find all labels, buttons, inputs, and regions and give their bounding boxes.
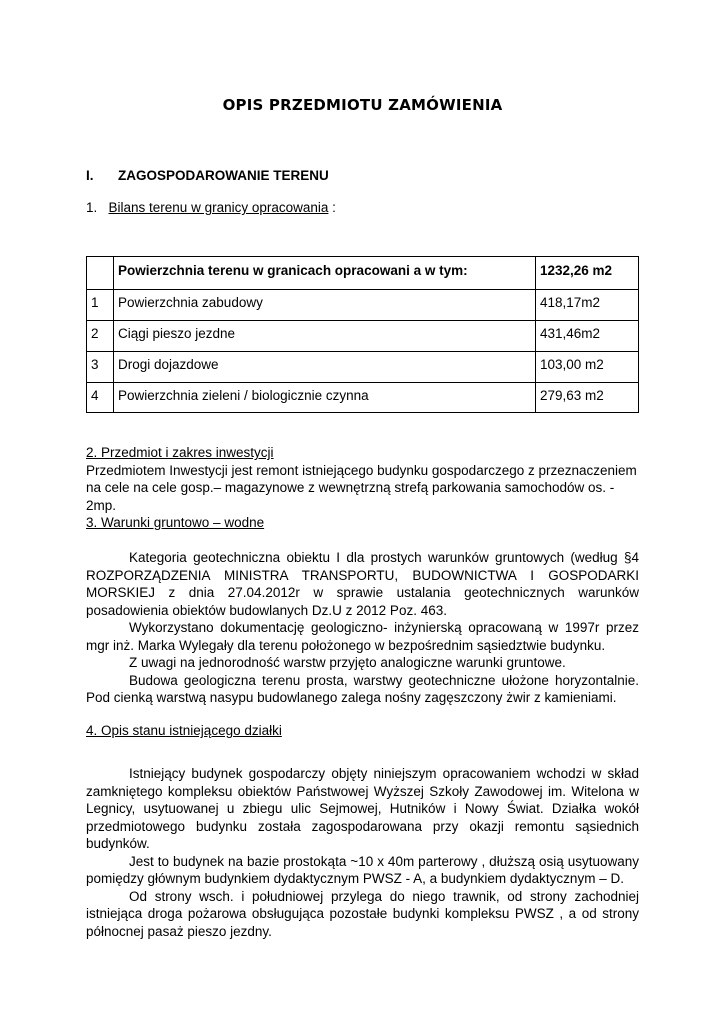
table-cell-number: 3: [87, 352, 114, 383]
table-cell-value: 1232,26 m2: [536, 257, 639, 290]
section-3-heading: 3. Warunki gruntowo – wodne: [86, 515, 265, 530]
table-cell-label: Powierzchnia terenu w granicach opracowani a w tym:: [114, 257, 536, 290]
section-3-paragraph: Z uwagi na jednorodność warstw przyjęto analogiczne warunki gruntowe.: [129, 655, 566, 670]
section-4-heading-wrap: [86, 722, 639, 740]
section-4-body: [86, 765, 639, 940]
section-3-paragraph: Kategoria geotechniczna obiektu I dla prostych warunków gruntowych (według §4 ROZPORZĄDZENIA MINISTRA TRANSPORTU, BUDOWNICTWA I GOSPODARKI MORSKIEJ z dnia 27.04.2012r w sprawie ustalania geotechnicznych warunków posadowienia obiektów budowlanych Dz.U z 2012 Poz. 463.: [86, 550, 639, 618]
table-cell-value: 279,63 m2: [536, 383, 639, 413]
bilans-title: Bilans terenu w granicy opracowania: [108, 200, 329, 215]
table-cell-number: 2: [87, 321, 114, 352]
table-row: [87, 321, 639, 352]
table-cell-label: Drogi dojazdowe: [114, 352, 536, 383]
section-4-heading: 4. Opis stanu istniejącego działki: [86, 723, 282, 738]
table-cell-label: Powierzchnia zieleni / biologicznie czynna: [114, 383, 536, 413]
table-cell-number: 1: [87, 290, 114, 321]
area-table: [86, 256, 639, 413]
table-row: [87, 290, 639, 321]
section-2: [86, 444, 639, 532]
section-3-paragraph: Budowa geologiczna terenu prosta, warstwy geotechniczne ułożone horyzontalnie. Pod cienką warstwą nasypu budowlanego zalega nośny zagęszczony żwir z kamieniami.: [86, 672, 639, 705]
table-cell-label: Ciągi pieszo jezdne: [114, 321, 536, 352]
section-3-paragraph: Wykorzystano dokumentację geologiczno- inżynierską opracowaną w 1997r przez mgr inż. Marka Wylegały dla terenu położonego w bezpośrednim sąsiedztwie budynku.: [86, 620, 639, 653]
bilans-suffix: :: [328, 200, 336, 215]
table-cell-number: [87, 257, 114, 290]
document-title: OPIS PRZEDMIOTU ZAMÓWIENIA: [222, 96, 503, 114]
section-1-heading: [86, 168, 329, 183]
table-cell-label: Powierzchnia zabudowy: [114, 290, 536, 321]
section-4-paragraph: Jest to budynek na bazie prostokąta ~10 x 40m parterowy , dłuższą osią usytuowany pomiędzy głównym budynkiem dydaktycznym PWSZ - A, a budynkiem dydaktycznym – D.: [86, 853, 639, 886]
table-cell-value: 431,46m2: [536, 321, 639, 352]
section-4-paragraph: Istniejący budynek gospodarczy objęty niniejszym opracowaniem wchodzi w skład zamkniętego kompleksu obiektów Państwowej Wyższej Szkoły Zawodowej im. Witelona w Legnicy, usytuowanej u zbiegu ulic Sejmowej, Hutników i Nowy Świat. Działka wokół przedmiotowego budynku została zagospodarowana przy okazji remontu sąsiednich budynków.: [86, 766, 639, 851]
section-2-heading: 2. Przedmiot i zakres inwestycji: [86, 445, 274, 460]
bilans-prefix: 1.: [86, 200, 109, 215]
bilans-heading: [86, 200, 336, 215]
section-4-paragraph: Od strony wsch. i południowej przylega do niego trawnik, od strony zachodniej istniejąca droga pożarowa obsługująca pozostałe budynki kompleksu PWSZ , a od strony północnej pasaż pieszo jezdny.: [86, 888, 639, 939]
section-1-number: I.: [86, 168, 94, 183]
section-3-body: [86, 549, 639, 707]
table-cell-value: 103,00 m2: [536, 352, 639, 383]
section-1-title: ZAGOSPODAROWANIE TERENU: [118, 168, 329, 183]
table-cell-number: 4: [87, 383, 114, 413]
table-cell-value: 418,17m2: [536, 290, 639, 321]
section-2-text: Przedmiotem Inwestycji jest remont istniejącego budynku gospodarczego z przeznaczeniem na cele na cele gosp.– magazynowe z wewnętrzną strefą parkowania samochodów os. - 2mp.: [86, 462, 637, 513]
table-row: [87, 352, 639, 383]
table-row: [87, 383, 639, 413]
table-header-row: [87, 257, 639, 290]
